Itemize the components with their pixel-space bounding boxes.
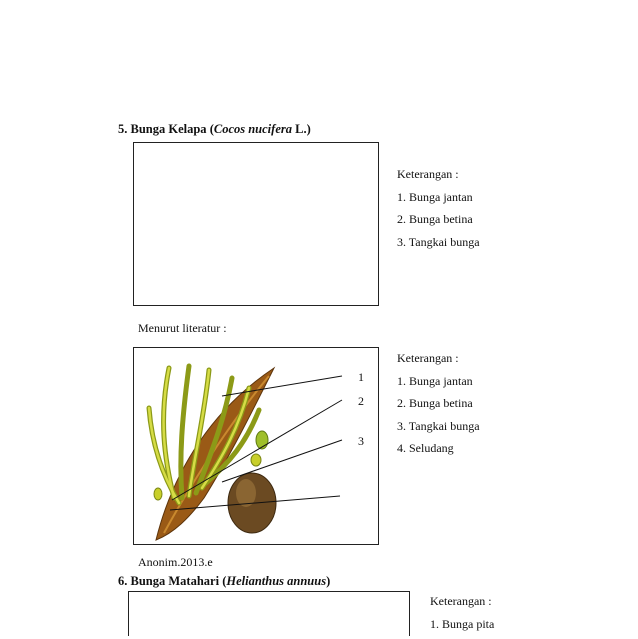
keterangan-item: 1. Bunga jantan (397, 374, 480, 397)
keterangan-title: Keterangan : (430, 594, 494, 617)
heading-author: L.) (295, 122, 311, 136)
heading-name: Bunga Matahari (131, 574, 220, 588)
figure-number-label: 2 (358, 394, 364, 409)
keterangan-list-3 (430, 594, 494, 639)
keterangan-list-1 (397, 167, 480, 257)
sunflower-photo-box (128, 591, 410, 636)
bud-shape (251, 454, 261, 466)
literature-figure-box (133, 347, 379, 545)
heading-number: 6. (118, 574, 127, 588)
heading-paren: ( (222, 574, 226, 588)
figure-number-label: 1 (358, 370, 364, 385)
section-5-heading (118, 122, 311, 137)
keterangan-item: 3. Tangkai bunga (397, 235, 480, 258)
keterangan-item: 2. Bunga betina (397, 212, 480, 235)
literature-label: Menurut literatur : (138, 321, 227, 336)
keterangan-item: 1. Bunga pita (430, 617, 494, 639)
keterangan-title: Keterangan : (397, 167, 480, 190)
figure-number-label: 3 (358, 434, 364, 449)
keterangan-item: 3. Tangkai bunga (397, 419, 480, 442)
keterangan-item: 4. Seludang (397, 441, 480, 464)
heading-number: 5. (118, 122, 127, 136)
heading-paren: ( (210, 122, 214, 136)
section-6-heading (118, 574, 330, 589)
keterangan-item: 1. Bunga jantan (397, 190, 480, 213)
heading-name: Bunga Kelapa (131, 122, 207, 136)
heading-scientific-name: Helianthus annuus (226, 574, 326, 588)
figure-source: Anonim.2013.e (138, 555, 213, 570)
keterangan-list-2 (397, 351, 480, 464)
keterangan-title: Keterangan : (397, 351, 480, 374)
observation-photo-box (133, 142, 379, 306)
bud-shape (154, 488, 162, 500)
heading-paren: ) (326, 574, 330, 588)
bud-shape (256, 431, 268, 449)
keterangan-item: 2. Bunga betina (397, 396, 480, 419)
heading-scientific-name: Cocos nucifera (214, 122, 292, 136)
coconut-flower-illustration (134, 348, 378, 544)
